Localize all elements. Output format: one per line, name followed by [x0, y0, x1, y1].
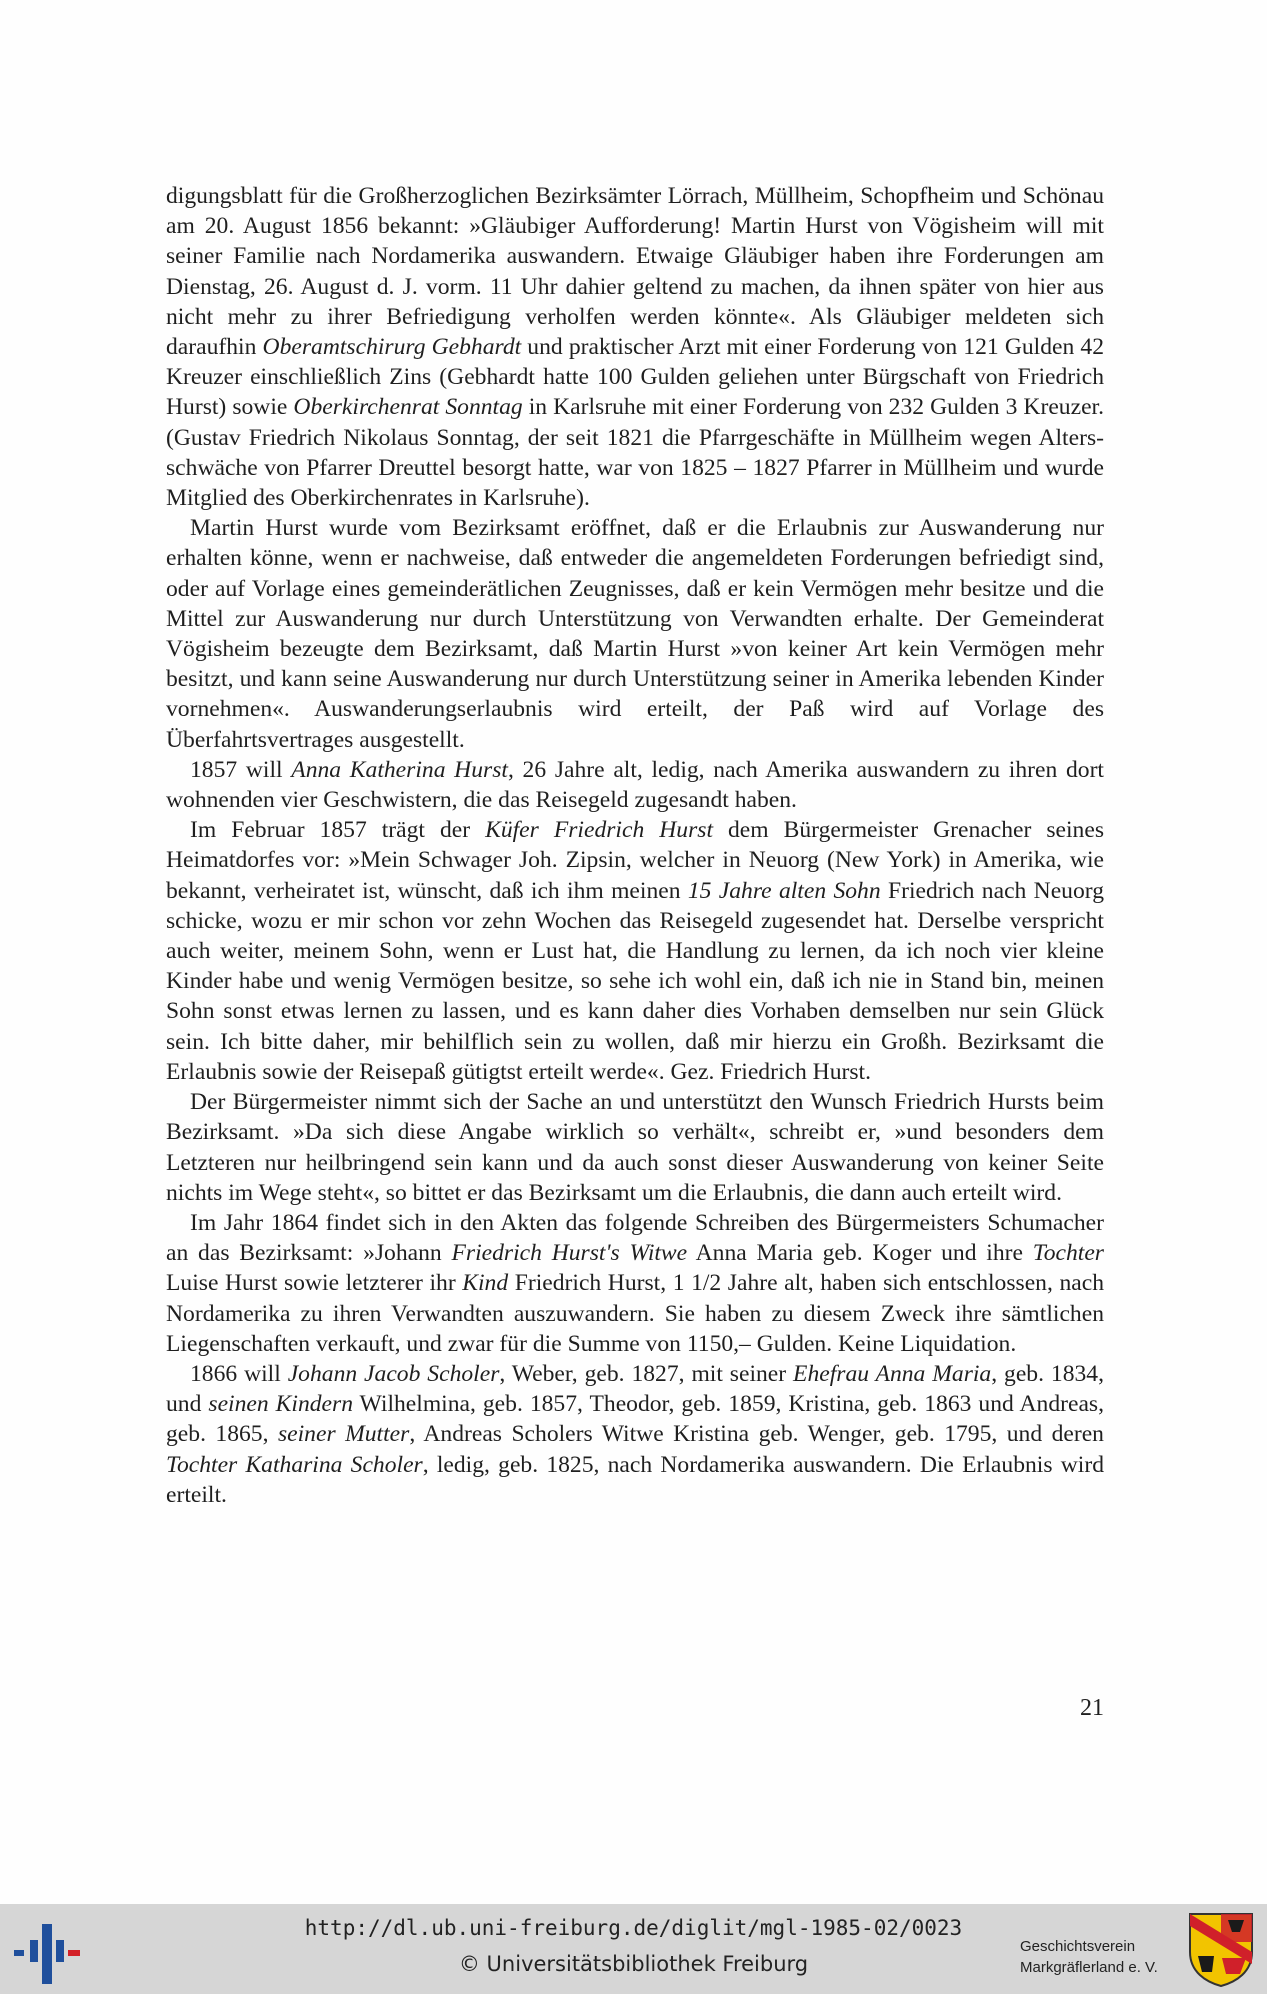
italic-phrase: Tochter: [1032, 1240, 1104, 1267]
italic-phrase: Johann Jacob Scholer: [287, 1360, 500, 1387]
paragraph: Martin Hurst wurde vom Bezirksamt eröffnet, daß er die Erlaubnis zur Auswanderung nur erhalten könne, wenn er nachweise, daß entweder die angemeldeten Forderungen befriedigt sind, oder auf Vorlage eines gemeinderätlichen Zeugnisses, daß er kein Vermögen mehr besitze und die Mittel zur Auswanderung nur durch Unterstützung von Verwandten erhalte. Der Gemeinderat Vögisheim bezeugte dem Bezirksamt, daß Martin Hurst »von keiner Art kein Vermögen mehr besitzt, und kann seine Auswanderung nur durch Unterstützung seiner in Amerika lebenden Kinder vornehmen«. Auswanderungserlaubnis wird erteilt, der Paß wird auf Vorlage des Überfahrtsvertrages ausgestellt.: [166, 515, 1104, 753]
italic-phrase: Tochter Katharina Scholer: [166, 1451, 423, 1478]
society-name-line: Geschichtsverein: [1020, 1938, 1136, 1955]
paragraph: digungsblatt für die Großherzoglichen Bezirksämter Lörrach, Müllheim, Schopfheim und Schönau am 20. August 1856 bekannt: »Gläubiger Aufforderung! Martin Hurst von Vögisheim will mit seiner Familie nach Nordamerika auswandern. Etwaige Gläubiger haben ihre Forderungen am Dienstag, 26. August d. J. vorm. 11 Uhr dahier geltend zu machen, da ihnen später von hier aus nicht mehr zu ihrer Befriedigung verholfen werden könnte«. Als Gläubiger meldeten sich daraufhin Oberamtschirurg Gebhardt und praktischer Arzt mit einer Forderung von 121 Gulden 42 Kreuzer einschließlich Zins (Gebhardt hatte 100 Gulden geliehen unter Bürgschaft von Friedrich Hurst) sowie Oberkirchenrat Sonntag in Karlsruhe mit einer Forderung von 232 Gulden 3 Kreuzer. (Gustav Friedrich Nikolaus Sonntag, der seit 1821 die Pfarrgeschäfte in Müllheim wegen Altersschwäche von Pfarrer Dreuttel besorgt hatte, war von 1825 – 1827 Pfarrer in Müllheim und wurde Mitglied des Oberkirchenrates in Karlsruhe).: [166, 183, 1104, 512]
italic-phrase: seinen Kindern: [208, 1391, 353, 1418]
italic-phrase: 15 Jahre alten Sohn: [687, 877, 881, 904]
italic-phrase: Friedrich Hurst's Witwe: [451, 1240, 688, 1267]
italic-phrase: Küfer Friedrich Hurst: [485, 817, 713, 844]
italic-phrase: Ehefrau Anna Maria: [793, 1360, 992, 1387]
italic-phrase: Oberamtschirurg Gebhardt: [262, 334, 522, 361]
page-number: 21: [1080, 1695, 1104, 1721]
italic-phrase: Oberkirchenrat Sonntag: [293, 394, 523, 421]
italic-phrase: Anna Katherina Hurst: [291, 756, 508, 783]
paragraph: 1857 will Anna Katherina Hurst, 26 Jahre alt, ledig, nach Amerika auswandern zu ihren dort wohnenden vier Geschwistern, die das Reisegeld zugesandt haben.: [166, 756, 1104, 814]
society-name: [1020, 1936, 1158, 1978]
body-text: [166, 181, 1104, 1510]
paragraph: 1866 will Johann Jacob Scholer, Weber, geb. 1827, mit seiner Ehefrau Anna Maria, geb. 1834, und seinen Kindern Wilhelmina, geb. 1857, Theodor, geb. 1859, Kristina, geb. 1863 und Andreas, geb. 1865, seiner Mutter, Andreas Scholers Witwe Kristina geb. Wenger, geb. 1795, und deren Tochter Katharina Scholer, ledig, geb. 1825, nach Nordamerika auswandern. Die Erlaubnis wird erteilt.: [166, 1360, 1105, 1508]
footer-url-link[interactable]: http://dl.ub.uni-freiburg.de/diglit/mgl-1985-02/0023: [304, 1916, 963, 1940]
footer-bar: [0, 1904, 1267, 1994]
paragraph: Im Februar 1857 trägt der Küfer Friedrich Hurst dem Bürgermeister Grenacher seines Heimatdorfes vor: »Mein Schwager Joh. Zipsin, welcher in Neuorg (New York) in Amerika, wie bekannt, verheiratet ist, wünscht, daß ich ihm meinen 15 Jahre alten Sohn Friedrich nach Neuorg schicke, wozu er mir schon vor zehn Wochen das Reisegeld zugesendet hat. Derselbe verspricht auch weiter, meinem Sohn, wenn er Lust hat, die Handlung zu lernen, da ich noch vier kleine Kinder habe und wenig Vermögen besitze, so sehe ich wohl ein, daß ich nie in Stand bin, meinen Sohn sonst etwas lernen zu lassen, und es kann daher dies Vorhaben demselben nur sein Glück sein. Ich bitte daher, mir behilflich sein zu wollen, daß mir hierzu ein Großh. Bezirksamt die Erlaubnis sowie der Reisepaß gütigtst erteilt werde«. Gez. Friedrich Hurst.: [166, 817, 1105, 1085]
paragraph: Der Bürgermeister nimmt sich der Sache an und unterstützt den Wunsch Friedrich Hursts beim Bezirksamt. »Da sich diese Angabe wirklich so verhält«, schreibt er, »und besonders dem Letzteren nur heilbringend sein kann und da auch sonst dieser Auswanderung von keiner Seite nichts im Wege steht«, so bittet er das Bezirksamt um die Erlaubnis, die dann auch erteilt wird.: [166, 1089, 1104, 1206]
italic-phrase: seiner Mutter: [277, 1421, 410, 1448]
society-name-line: Markgräflerland e. V.: [1020, 1959, 1158, 1976]
italic-phrase: Kind: [462, 1270, 509, 1297]
paragraph: Im Jahr 1864 findet sich in den Akten das folgende Schreiben des Bürgermeisters Schumacher an das Bezirksamt: »Johann Friedrich Hurst's Witwe Anna Maria geb. Koger und ihre Tochter Luise Hurst sowie letzterer ihr Kind Friedrich Hurst, 1 1/2 Jahre alt, haben sich entschlossen, nach Nordamerika zu ihren Verwandten auszuwandern. Sie haben zu diesem Zweck ihre sämtlichen Liegenschaften verkauft, und zwar für die Summe von 1150,– Gulden. Keine Liquidation.: [166, 1209, 1104, 1357]
footer-copyright: © Universitätsbibliothek Freiburg: [458, 1952, 809, 1976]
coat-of-arms-icon: [1188, 1912, 1254, 1988]
